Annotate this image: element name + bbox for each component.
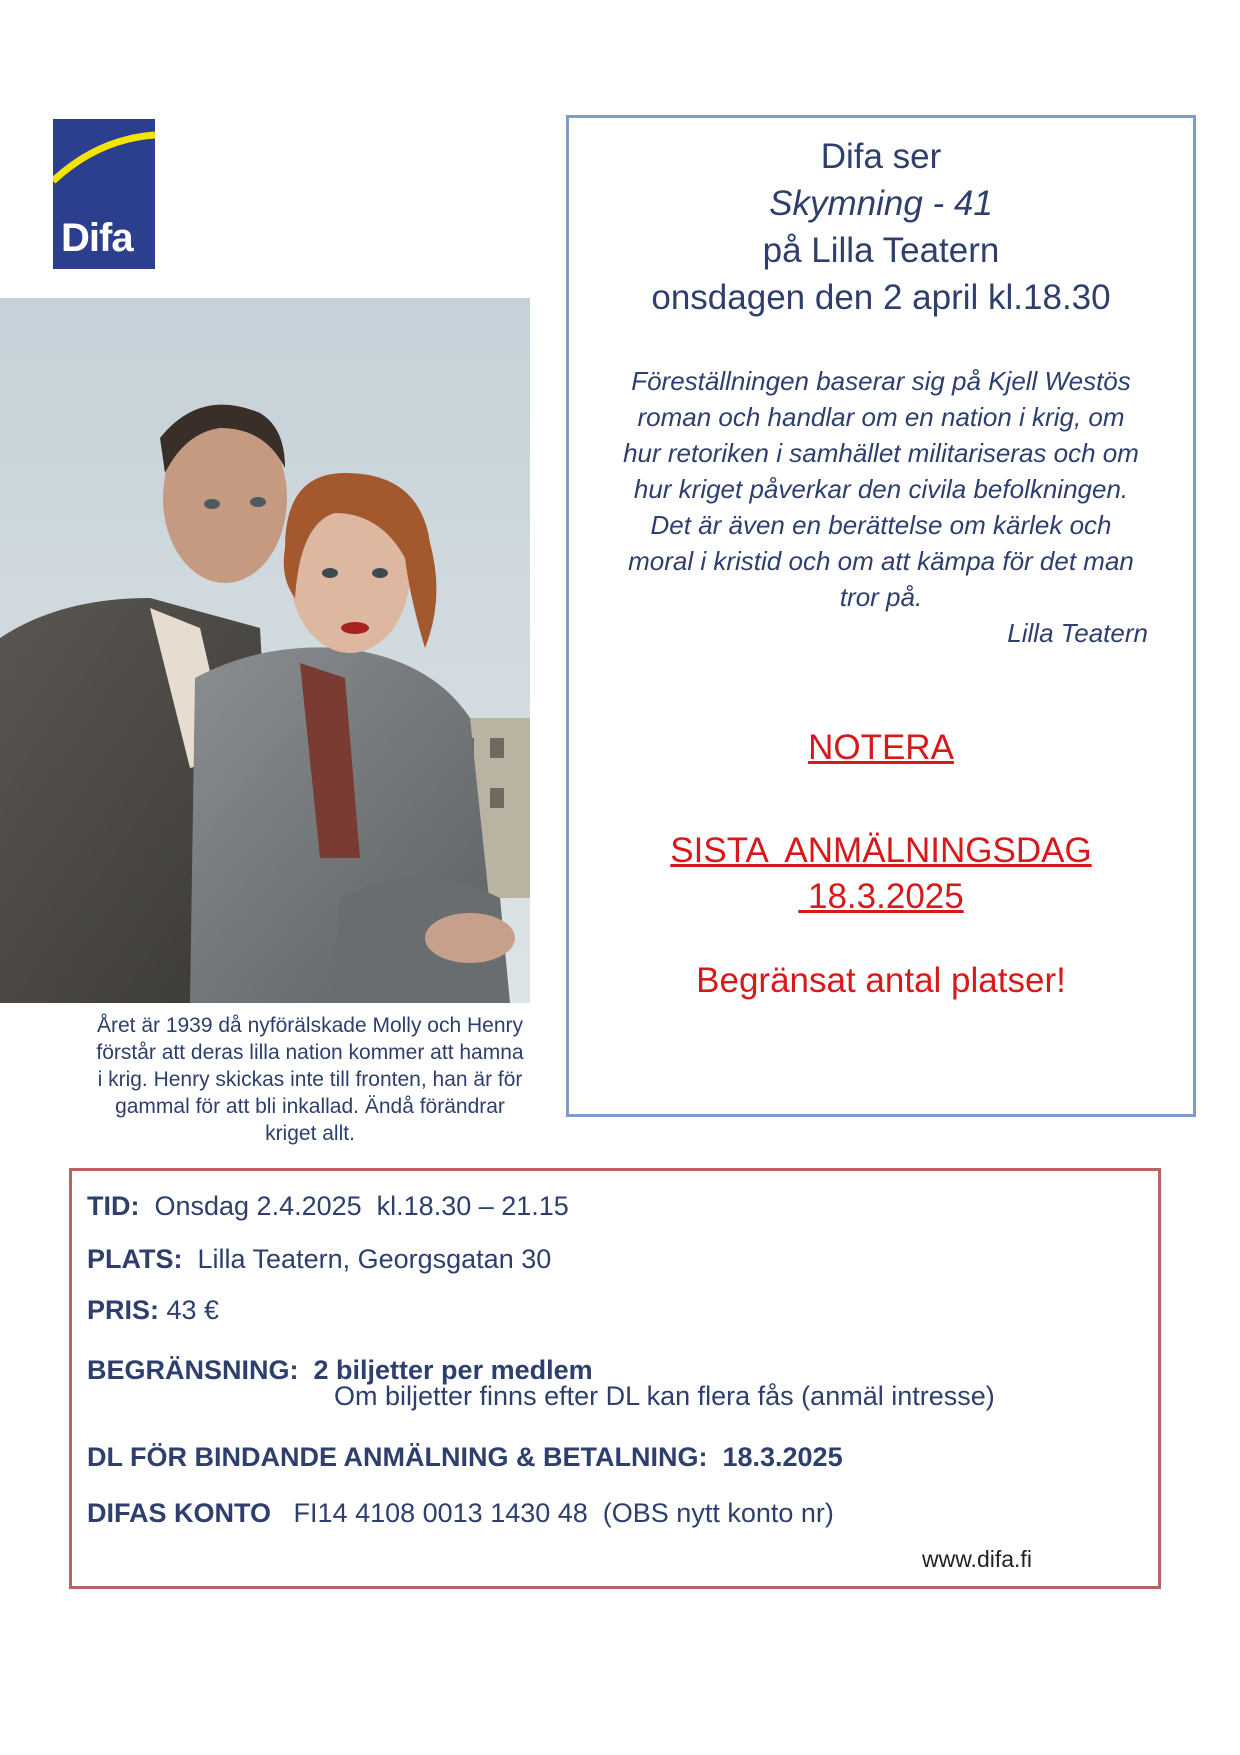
limit-label: BEGRÄNSNING: (87, 1355, 299, 1385)
caption-line: förstår att deras lilla nation kommer att hamna (96, 1041, 524, 1064)
deadline-date: 18.3.2025 (798, 877, 964, 916)
deadline-label: SISTA ANMÄLNINGSDAG (670, 831, 1092, 870)
limited-seats-notice: Begränsat antal platser! (696, 961, 1066, 1000)
description-line: hur retoriken i samhället militariseras och om (623, 438, 1139, 468)
photo-caption (60, 1012, 560, 1147)
difa-logo (53, 119, 155, 269)
place-row (87, 1244, 551, 1275)
price-label: PRIS: (87, 1295, 160, 1325)
time-value: Onsdag 2.4.2025 kl.18.30 – 21.15 (139, 1191, 569, 1221)
account-row (87, 1498, 834, 1529)
caption-line: gammal för att bli inkallad. Ändå förändrar (115, 1095, 505, 1118)
price-row (87, 1295, 219, 1326)
production-photo (0, 298, 530, 1003)
play-title: Skymning - 41 (769, 184, 993, 223)
venue-line: på Lilla Teatern (762, 231, 1000, 270)
caption-line: Året är 1939 då nyförälskade Molly och Henry (96, 1014, 524, 1037)
description-line: roman och handlar om en nation i krig, om (637, 402, 1125, 432)
deadline-row-label: DL FÖR BINDANDE ANMÄLNING & BETALNING: (87, 1442, 708, 1472)
place-label: PLATS: (87, 1244, 183, 1274)
description-line: tror på. (839, 582, 923, 612)
caption-line: i krig. Henry skickas inte till fronten, han är för (97, 1068, 523, 1091)
place-value: Lilla Teatern, Georgsgatan 30 (182, 1244, 552, 1274)
account-label: DIFAS KONTO (87, 1498, 272, 1528)
headline-intro: Difa ser (820, 137, 942, 176)
description-line: Det är även en berättelse om kärlek och (650, 510, 1112, 540)
caption-line: kriget allt. (265, 1122, 355, 1145)
time-label: TID: (87, 1191, 140, 1221)
description-signature: Lilla Teatern (1007, 618, 1148, 648)
deadline-row (87, 1442, 843, 1473)
time-row (87, 1191, 569, 1222)
limit-subtext: Om biljetter finns efter DL kan flera fås (anmäl intresse) (334, 1381, 995, 1411)
date-line: onsdagen den 2 april kl.18.30 (651, 278, 1111, 317)
limit-value: 2 biljetter per medlem (298, 1355, 593, 1385)
logo-text: Difa (61, 216, 133, 260)
deadline-row-value: 18.3.2025 (707, 1442, 843, 1472)
registration-deadline (569, 828, 1193, 920)
photo-couple (0, 298, 530, 1003)
play-description (584, 363, 1178, 651)
description-line: Föreställningen baserar sig på Kjell Westös (631, 366, 1131, 396)
website-link[interactable]: www.difa.fi (922, 1546, 1032, 1572)
description-line: moral i kristid och om att kämpa för det man (628, 546, 1134, 576)
event-info-box (566, 115, 1196, 1117)
description-line: hur kriget påverkar den civila befolkningen. (633, 474, 1129, 504)
event-headline (569, 133, 1193, 321)
account-value: FI14 4108 0013 1430 48 (OBS nytt konto nr) (271, 1498, 834, 1528)
notice-heading: NOTERA (808, 728, 954, 767)
event-details-box (69, 1168, 1161, 1589)
price-value: 43 € (159, 1295, 220, 1325)
